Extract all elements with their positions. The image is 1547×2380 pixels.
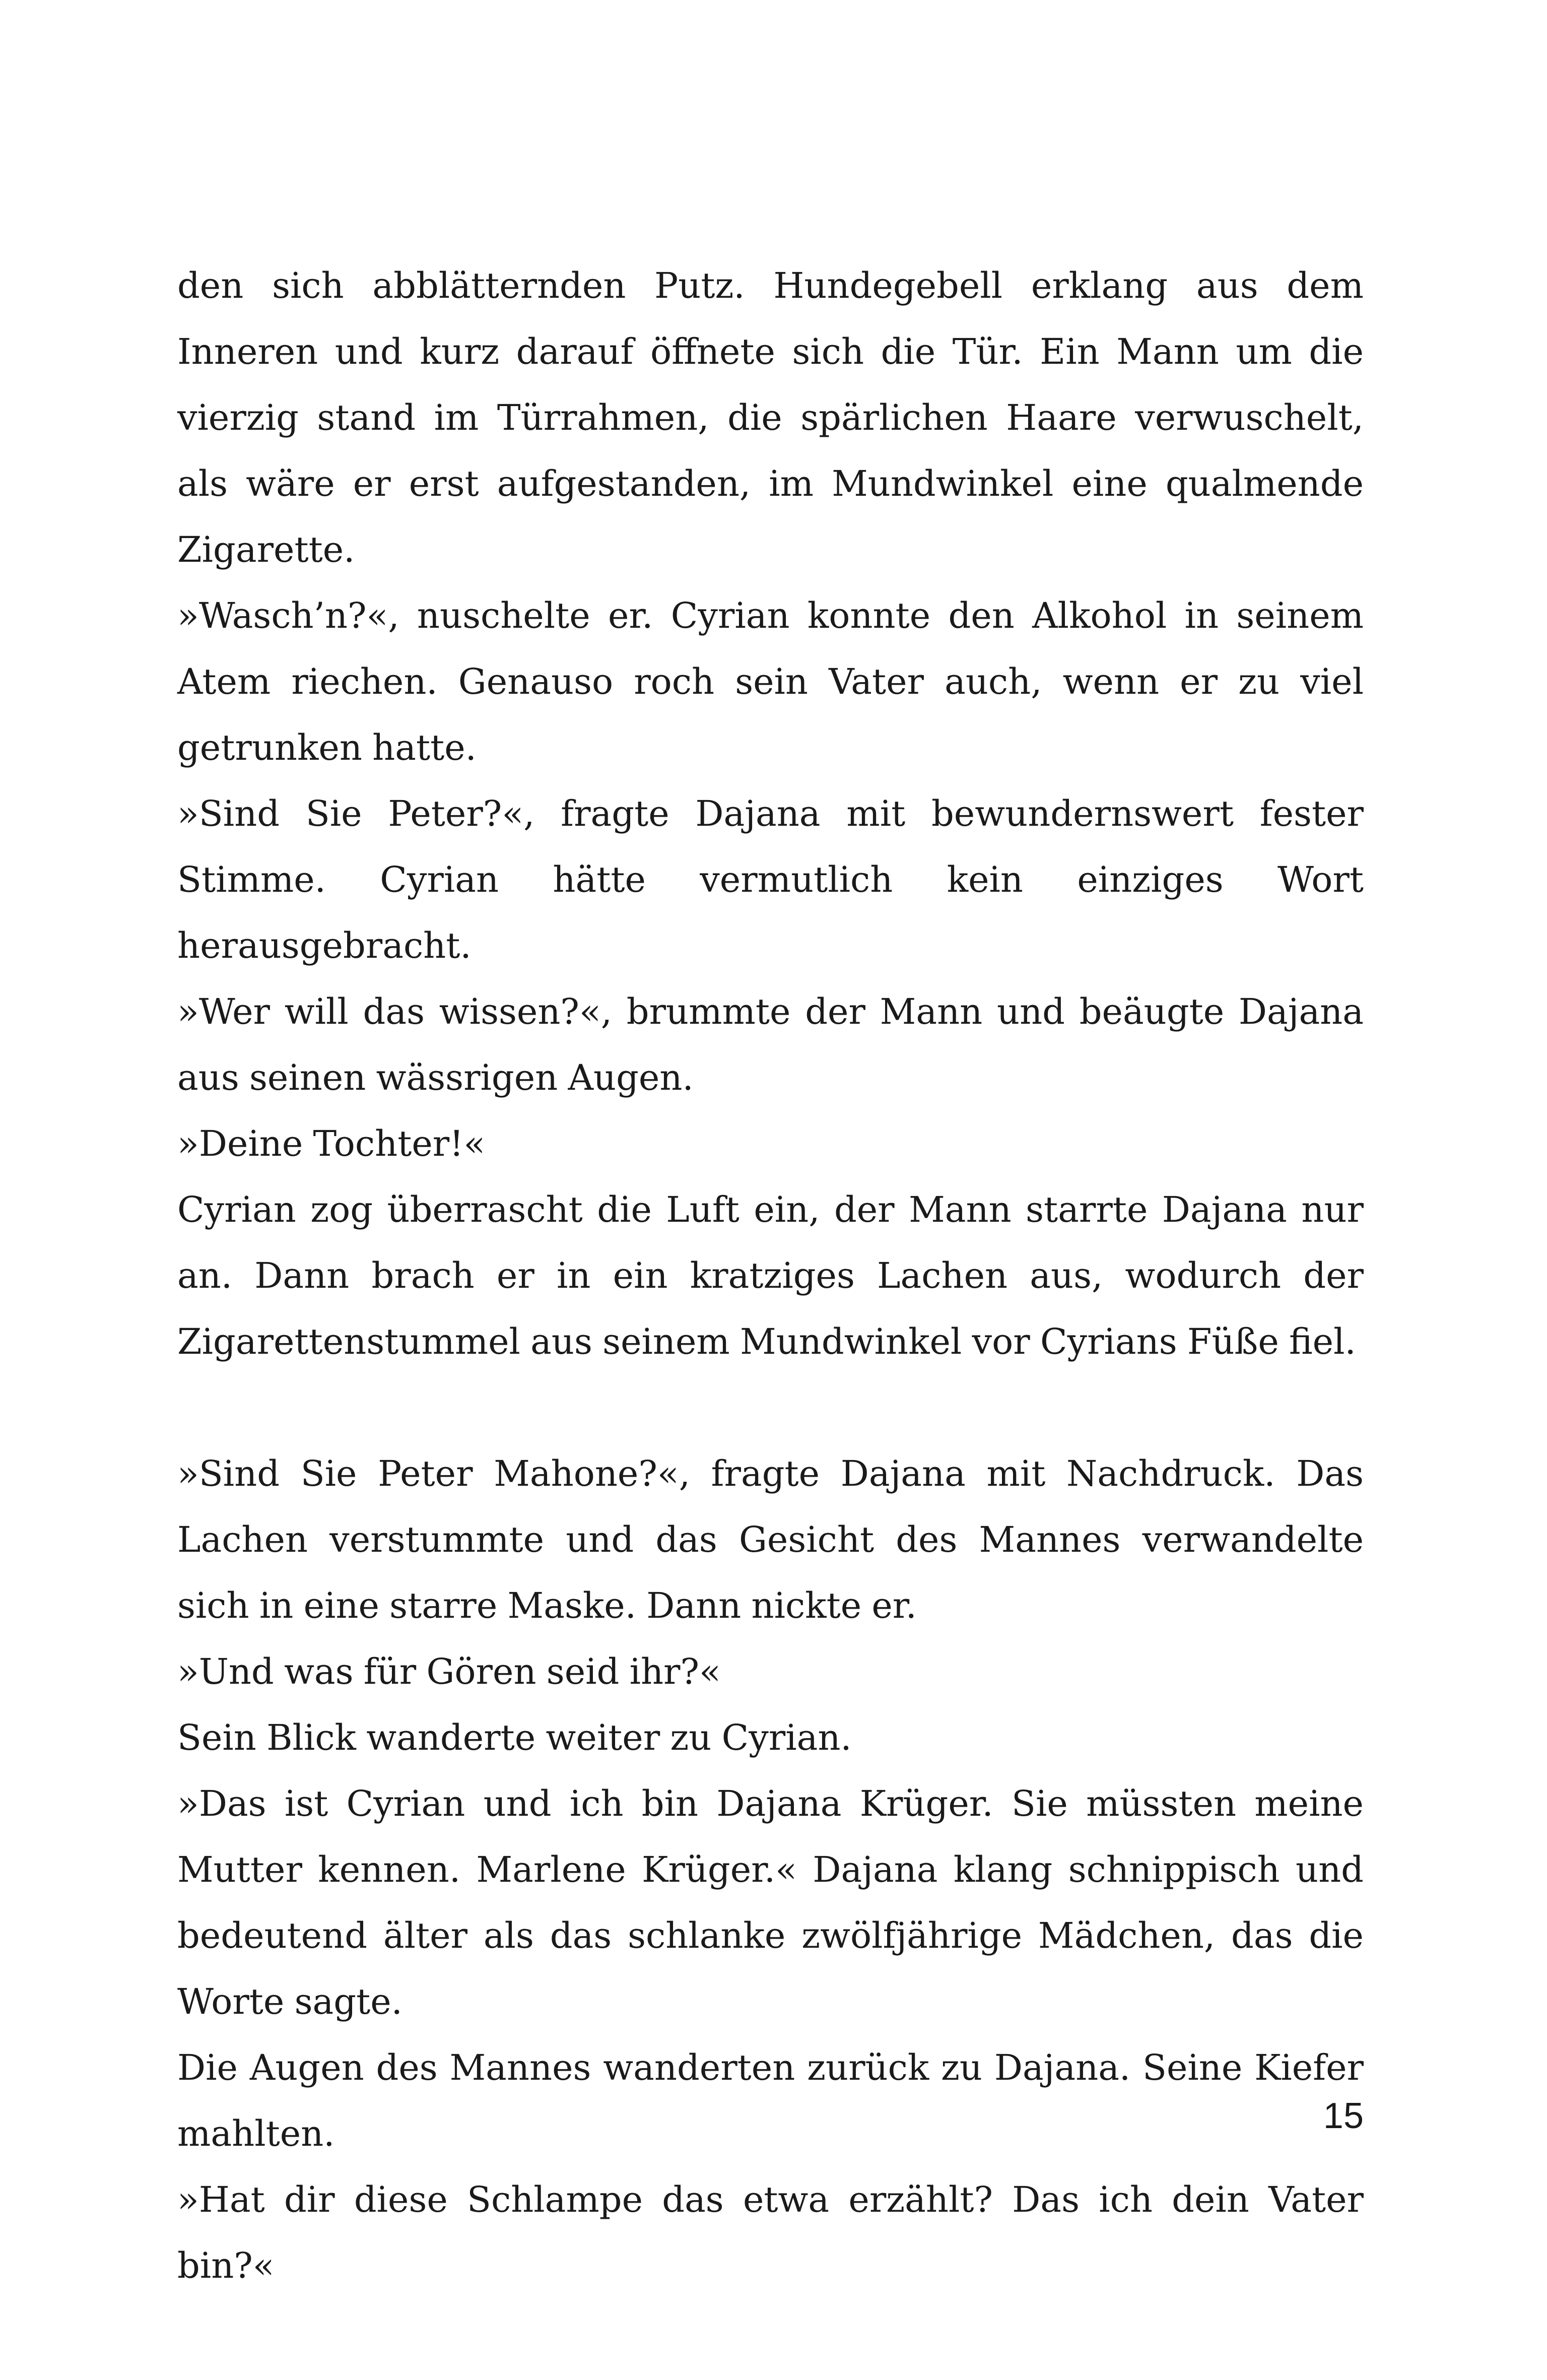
paragraph: den sich abblätternden Putz. Hundegebell erklang aus dem Inneren und kurz darauf öffnete sich die Tür. Ein Mann um die vierzig stand im Türrahmen, die spärlichen Haare verwuschelt, als wäre er erst aufgestanden, im Mundwinkel eine qualmende Zigarette. (177, 265, 1364, 570)
paragraph: »Wer will das wissen?«, brummte der Mann und beäugte Dajana aus seinen wässrigen Augen. (177, 991, 1364, 1098)
section-break (177, 1375, 1364, 1441)
paragraph: Die Augen des Mannes wanderten zurück zu Dajana. Seine Kiefer mahlten. (177, 2047, 1364, 2154)
body-text (177, 253, 1364, 2299)
paragraph: »Hat dir diese Schlampe das etwa erzählt? Das ich dein Vater bin?« (177, 2179, 1364, 2286)
paragraph: »Sind Sie Peter Mahone?«, fragte Dajana mit Nachdruck. Das Lachen verstummte und das Gesicht des Mannes verwandelte sich in eine starre Maske. Dann nickte er. (177, 1453, 1364, 1626)
paragraph: »Sind Sie Peter?«, fragte Dajana mit bewundernswert fester Stimme. Cyrian hätte vermutlich kein einziges Wort herausgebracht. (177, 793, 1364, 966)
paragraph: »Wasch’n?«, nuschelte er. Cyrian konnte den Alkohol in seinem Atem riechen. Genauso roch sein Vater auch, wenn er zu viel getrunken hatte. (177, 595, 1364, 768)
paragraph: »Deine Tochter!« (177, 1123, 486, 1164)
paragraph: »Und was für Gören seid ihr?« (177, 1651, 721, 1692)
paragraph: Cyrian zog überrascht die Luft ein, der Mann starrte Dajana nur an. Dann brach er in ein kratziges Lachen aus, wodurch der Zigarettenstummel aus seinem Mundwinkel vor Cyrians Füße fiel. (177, 1189, 1364, 1362)
page-number: 15 (1323, 2096, 1364, 2136)
paragraph: »Das ist Cyrian und ich bin Dajana Krüger. Sie müssten meine Mutter kennen. Marlene Krüger.« Dajana klang schnippisch und bedeutend älter als das schlanke zwölfjährige Mädchen, das die Worte sagte. (177, 1783, 1364, 2022)
paragraph: Sein Blick wanderte weiter zu Cyrian. (177, 1717, 852, 1758)
